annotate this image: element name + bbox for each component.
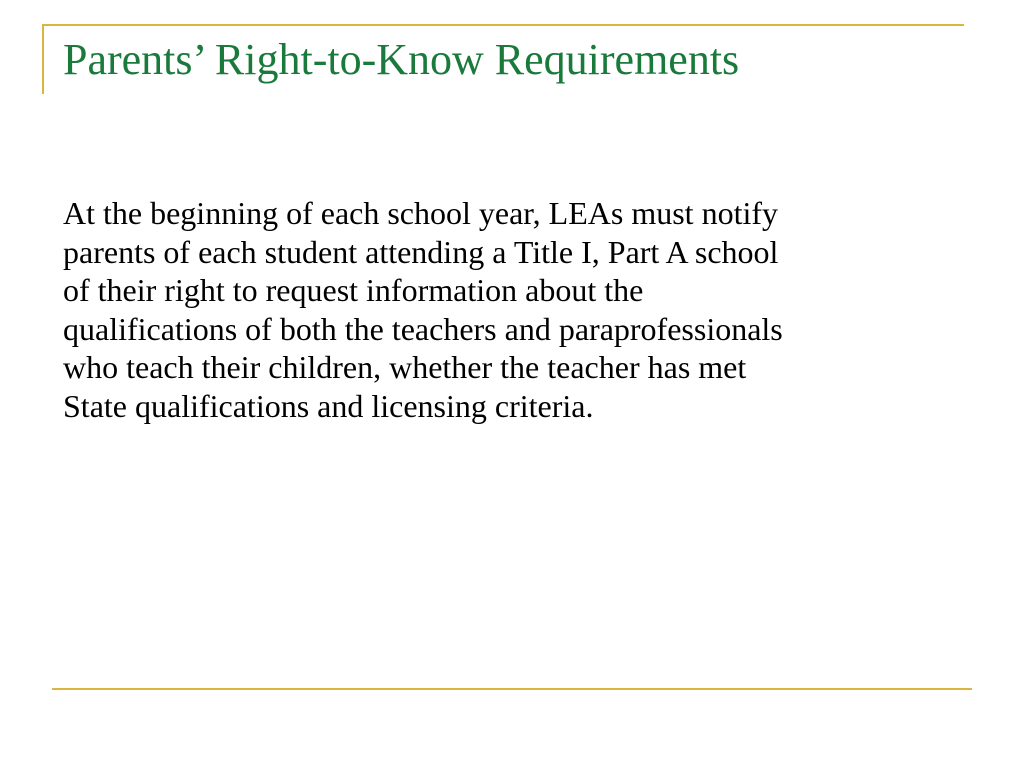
top-rule-line [42,24,964,26]
body-line: parents of each student attending a Title I, Part A school [63,233,779,270]
body-line: qualifications of both the teachers and paraprofessionals [63,310,783,347]
body-line: who teach their children, whether the teacher has met [63,349,747,385]
body-line: At the beginning of each school year, LEAs must notify [63,195,778,231]
body-line: State qualifications and licensing criteria. [63,387,594,424]
slide-body-text [63,194,963,425]
bottom-rule-line [52,688,972,690]
body-line: of their right to request information about the [63,272,644,308]
slide-title: Parents’ Right-to-Know Requirements [63,35,740,84]
left-rule-line [42,24,44,94]
